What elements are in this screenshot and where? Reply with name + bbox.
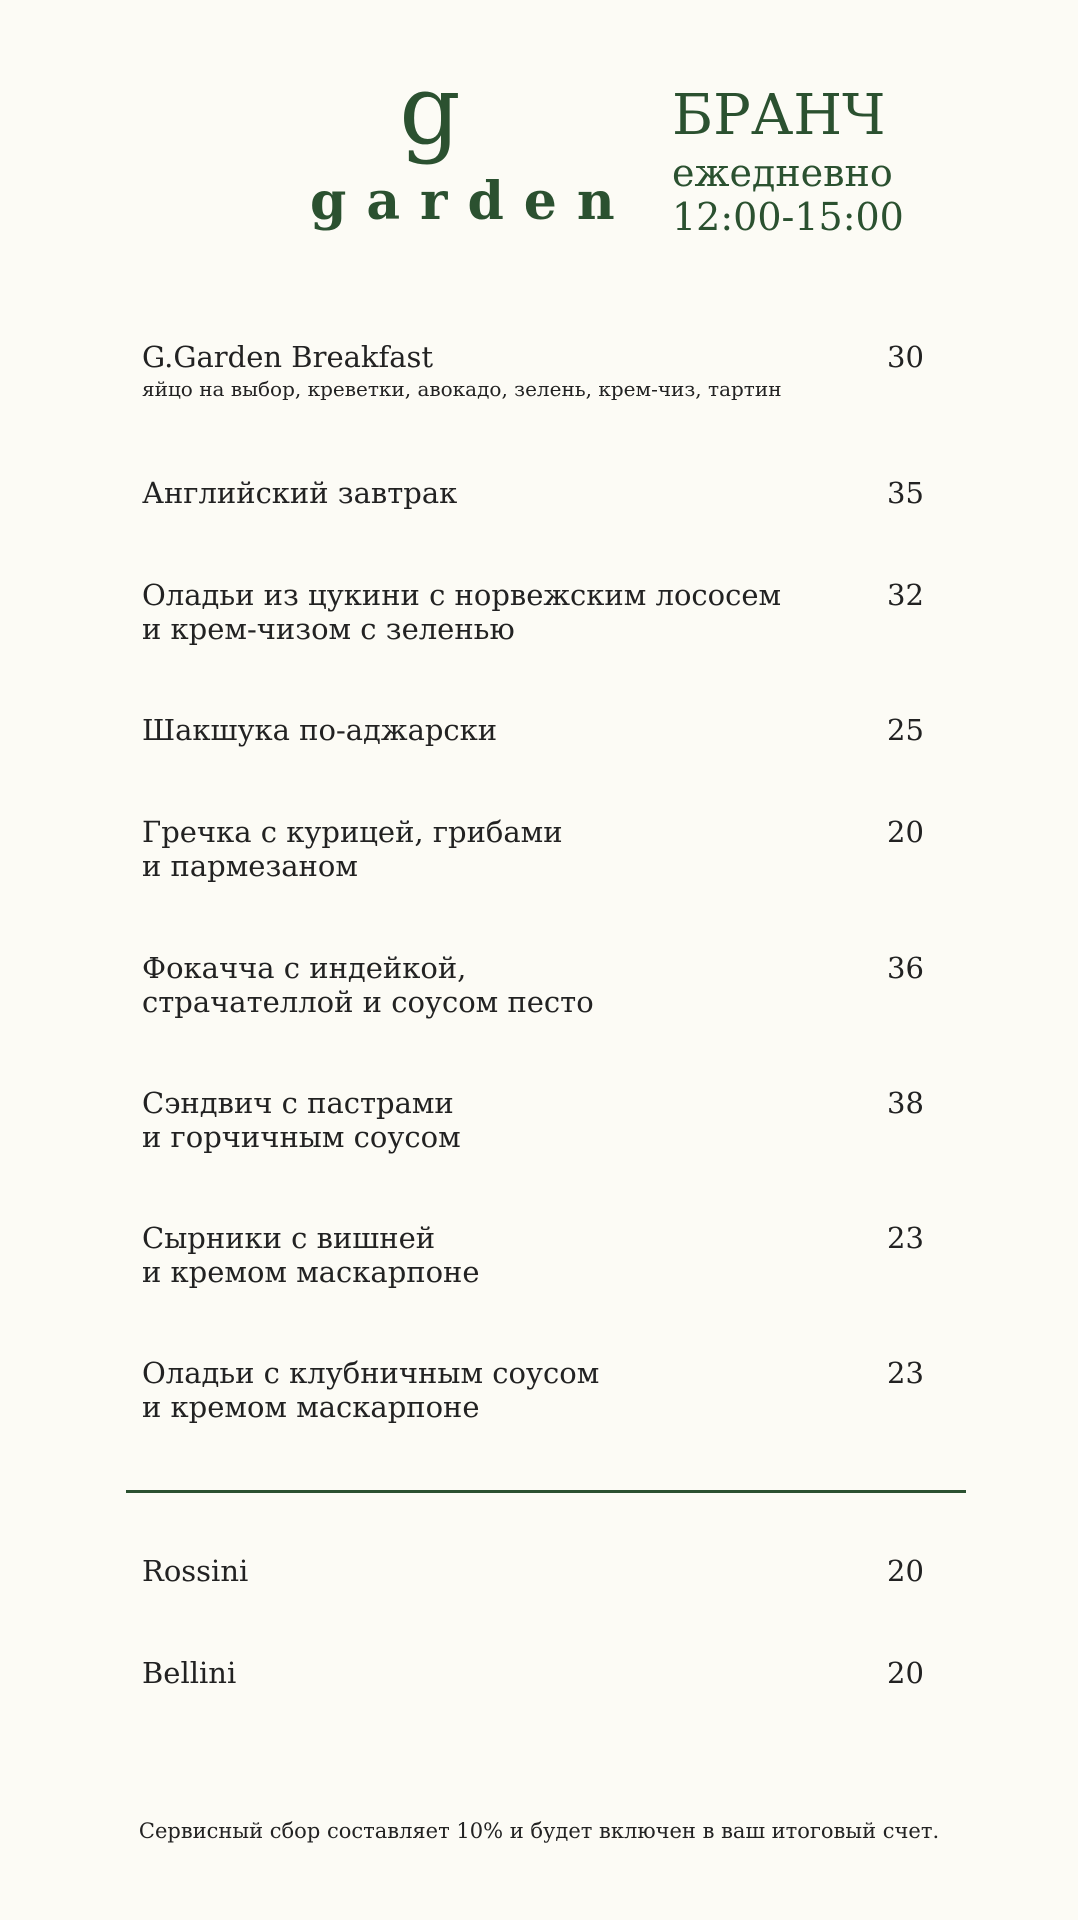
hours-text: 12:00-15:00 [672, 195, 904, 239]
drink-item-name: Rossini [142, 1554, 249, 1588]
menu-item-price: 32 [887, 578, 924, 612]
menu-item-name: Оладьи из цукини с норвежским лососем и крем-чизом с зеленью [142, 578, 782, 646]
menu-item [142, 713, 922, 747]
menu-item-price: 25 [887, 713, 924, 747]
menu-item [142, 578, 922, 646]
section-divider [126, 1490, 966, 1493]
menu-item [142, 340, 922, 404]
drink-item-name: Bellini [142, 1656, 237, 1690]
menu-item [142, 951, 922, 1019]
menu-item-price: 23 [887, 1356, 924, 1390]
menu-item-price: 23 [887, 1221, 924, 1255]
menu-item-description: яйцо на выбор, креветки, авокадо, зелень, крем-чиз, тартин [142, 377, 782, 401]
service-charge-note: Сервисный сбор составляет 10% и будет включен в ваш итоговый счет. [138, 1819, 940, 1843]
menu-title: БРАНЧ [672, 83, 886, 148]
drink-item [142, 1554, 922, 1588]
menu-item-name: G.Garden Breakfast [142, 340, 434, 374]
drink-item [142, 1656, 922, 1690]
menu-item-name: Сырники с вишней и кремом маскарпоне [142, 1221, 480, 1289]
logo-wordmark: garden [310, 171, 635, 232]
schedule-text: ежедневно [672, 151, 893, 195]
menu-item-price: 38 [887, 1086, 924, 1120]
menu-item-price: 20 [887, 815, 924, 849]
menu-item-name: Гречка с курицей, грибами и пармезаном [142, 815, 563, 883]
menu-item-name: Английский завтрак [142, 476, 458, 510]
menu-item-name: Шакшука по-аджарски [142, 713, 498, 747]
drink-item-price: 20 [887, 1554, 924, 1588]
menu-item-price: 36 [887, 951, 924, 985]
menu-item-price: 30 [887, 340, 924, 374]
menu-item [142, 1086, 922, 1154]
drink-item-price: 20 [887, 1656, 924, 1690]
menu-item [142, 1356, 922, 1424]
menu-item-price: 35 [887, 476, 924, 510]
menu-item [142, 1221, 922, 1289]
menu-item-name: Оладьи с клубничным соусом и кремом маскарпоне [142, 1356, 600, 1424]
menu-item-name: Фокачча с индейкой, страчателлой и соусом песто [142, 951, 594, 1019]
logo-mark: g [399, 54, 461, 166]
menu-item [142, 476, 922, 510]
menu-item-name: Сэндвич с пастрами и горчичным соусом [142, 1086, 461, 1154]
menu-item [142, 815, 922, 883]
